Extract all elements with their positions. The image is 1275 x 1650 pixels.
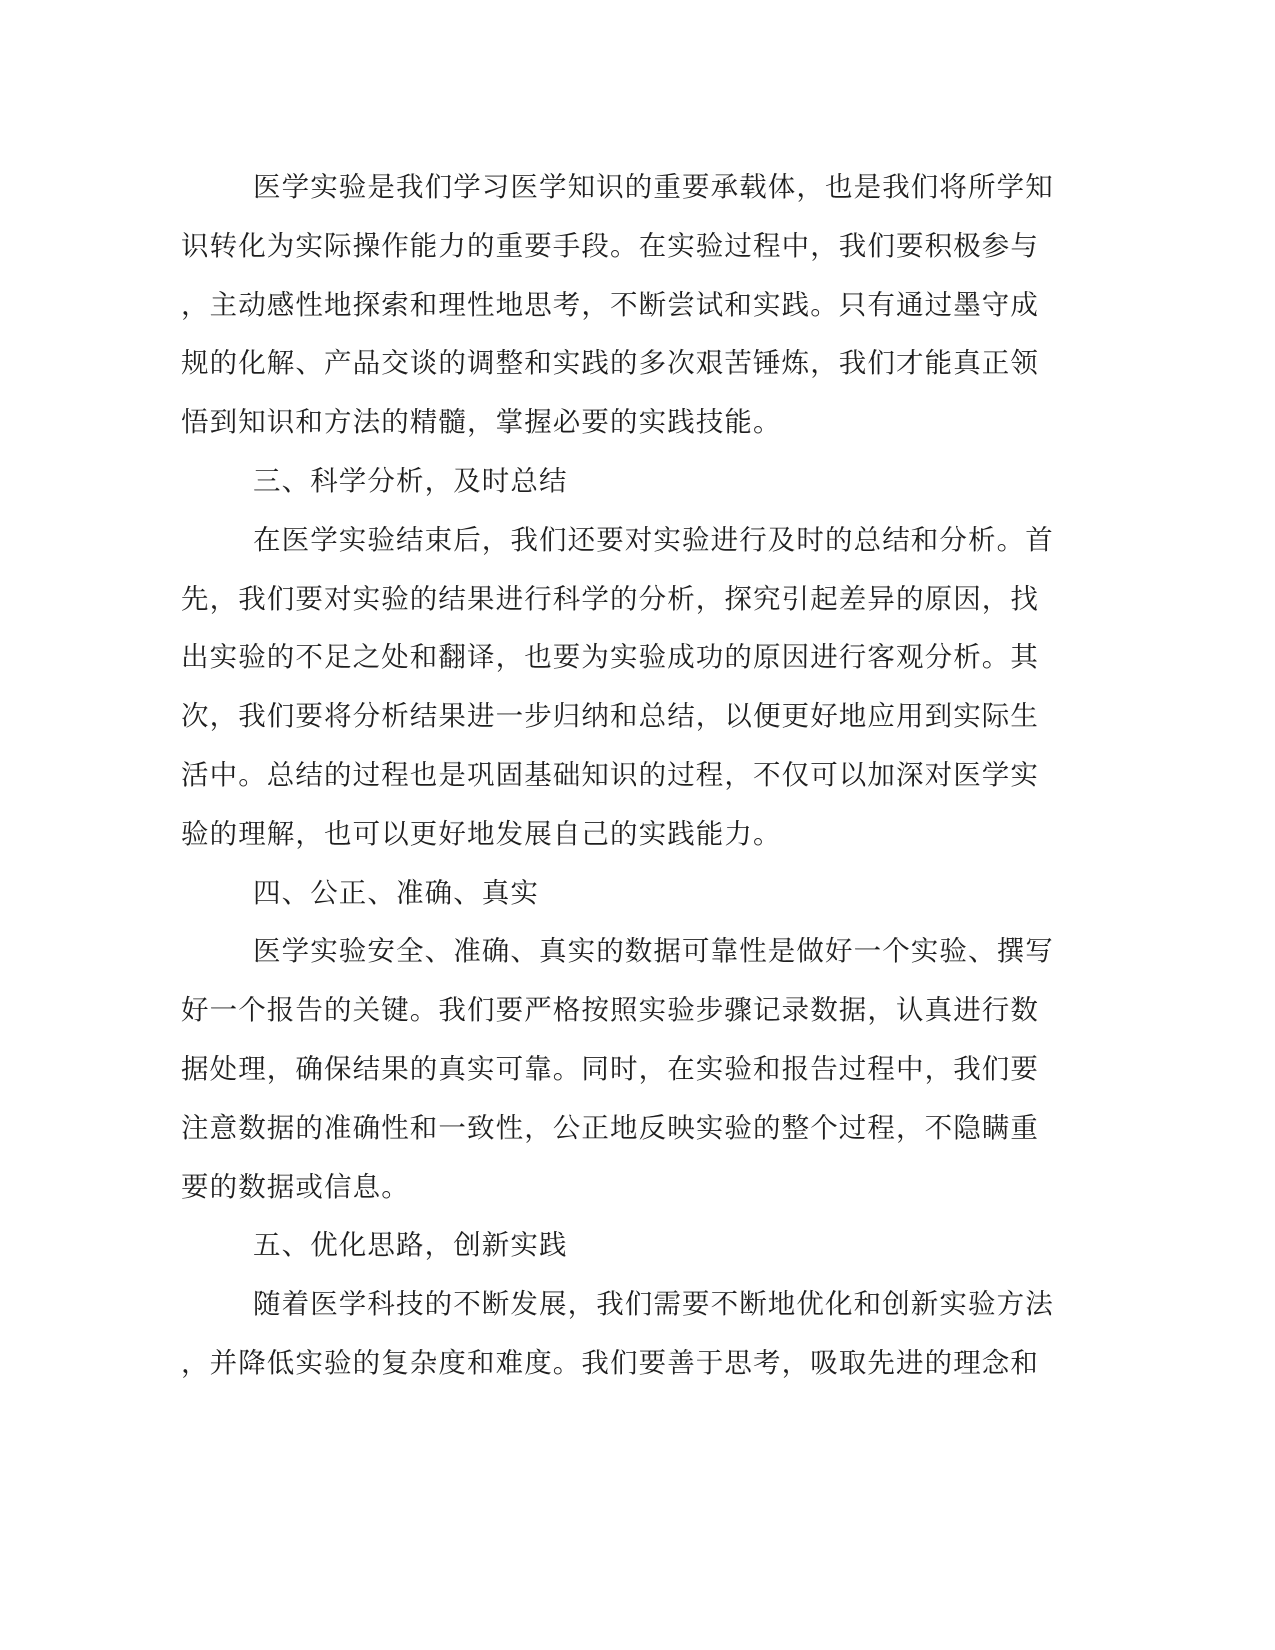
paragraph-line: 据处理，确保结果的真实可靠。同时，在实验和报告过程中，我们要 [181,1052,1039,1085]
section-heading [181,1216,1031,1275]
paragraph-line: 要的数据或信息。 [181,1170,410,1203]
paragraph-line: 医学实验安全、准确、真实的数据可靠性是做好一个实验、撰写 [253,935,1054,968]
paragraph-line: 识转化为实际操作能力的重要手段。在实验过程中，我们要积极参与 [181,229,1039,262]
document-body [181,158,1054,1393]
section-heading [181,452,1031,511]
paragraph-line: ，并降低实验的复杂度和难度。我们要善于思考，吸取先进的理念和 [181,1346,1039,1379]
paragraph-line: 次，我们要将分析结果进一步归纳和总结，以便更好地应用到实际生 [181,700,1039,733]
paragraph-line: 医学实验是我们学习医学知识的重要承载体，也是我们将所学知 [253,171,1054,203]
paragraph-line: 活中。总结的过程也是巩固基础知识的过程，不仅可以加深对医学实 [181,758,1039,791]
paragraph-line: 出实验的不足之处和翻译，也要为实验成功的原因进行客观分析。其 [181,641,1039,674]
paragraph-line: 验的理解，也可以更好地发展自己的实践能力。 [181,817,782,850]
section-heading-text: 五、优化思路，创新实践 [253,1229,568,1262]
paragraph-line: ，主动感性地探索和理性地思考，不断尝试和实践。只有通过墨守成 [181,288,1039,321]
paragraph-line: 悟到知识和方法的精髓，掌握必要的实践技能。 [181,406,782,439]
paragraph [181,1275,1054,1393]
paragraph [181,511,1054,864]
section-heading [181,864,1031,923]
paragraph-line: 注意数据的准确性和一致性，公正地反映实验的整个过程，不隐瞒重 [181,1111,1039,1144]
paragraph-line: 随着医学科技的不断发展，我们需要不断地优化和创新实验方法 [253,1288,1054,1321]
paragraph-line: 在医学实验结束后，我们还要对实验进行及时的总结和分析。首 [253,523,1054,556]
paragraph-line: 规的化解、产品交谈的调整和实践的多次艰苦锤炼，我们才能真正领 [181,347,1039,380]
section-heading-text: 四、公正、准确、真实 [253,876,539,909]
paragraph-line: 先，我们要对实验的结果进行科学的分析，探究引起差异的原因，找 [181,582,1039,615]
paragraph [181,158,1054,452]
section-heading-text: 三、科学分析，及时总结 [253,464,568,497]
paragraph [181,922,1054,1216]
paragraph-line: 好一个报告的关键。我们要严格按照实验步骤记录数据，认真进行数 [181,994,1039,1027]
